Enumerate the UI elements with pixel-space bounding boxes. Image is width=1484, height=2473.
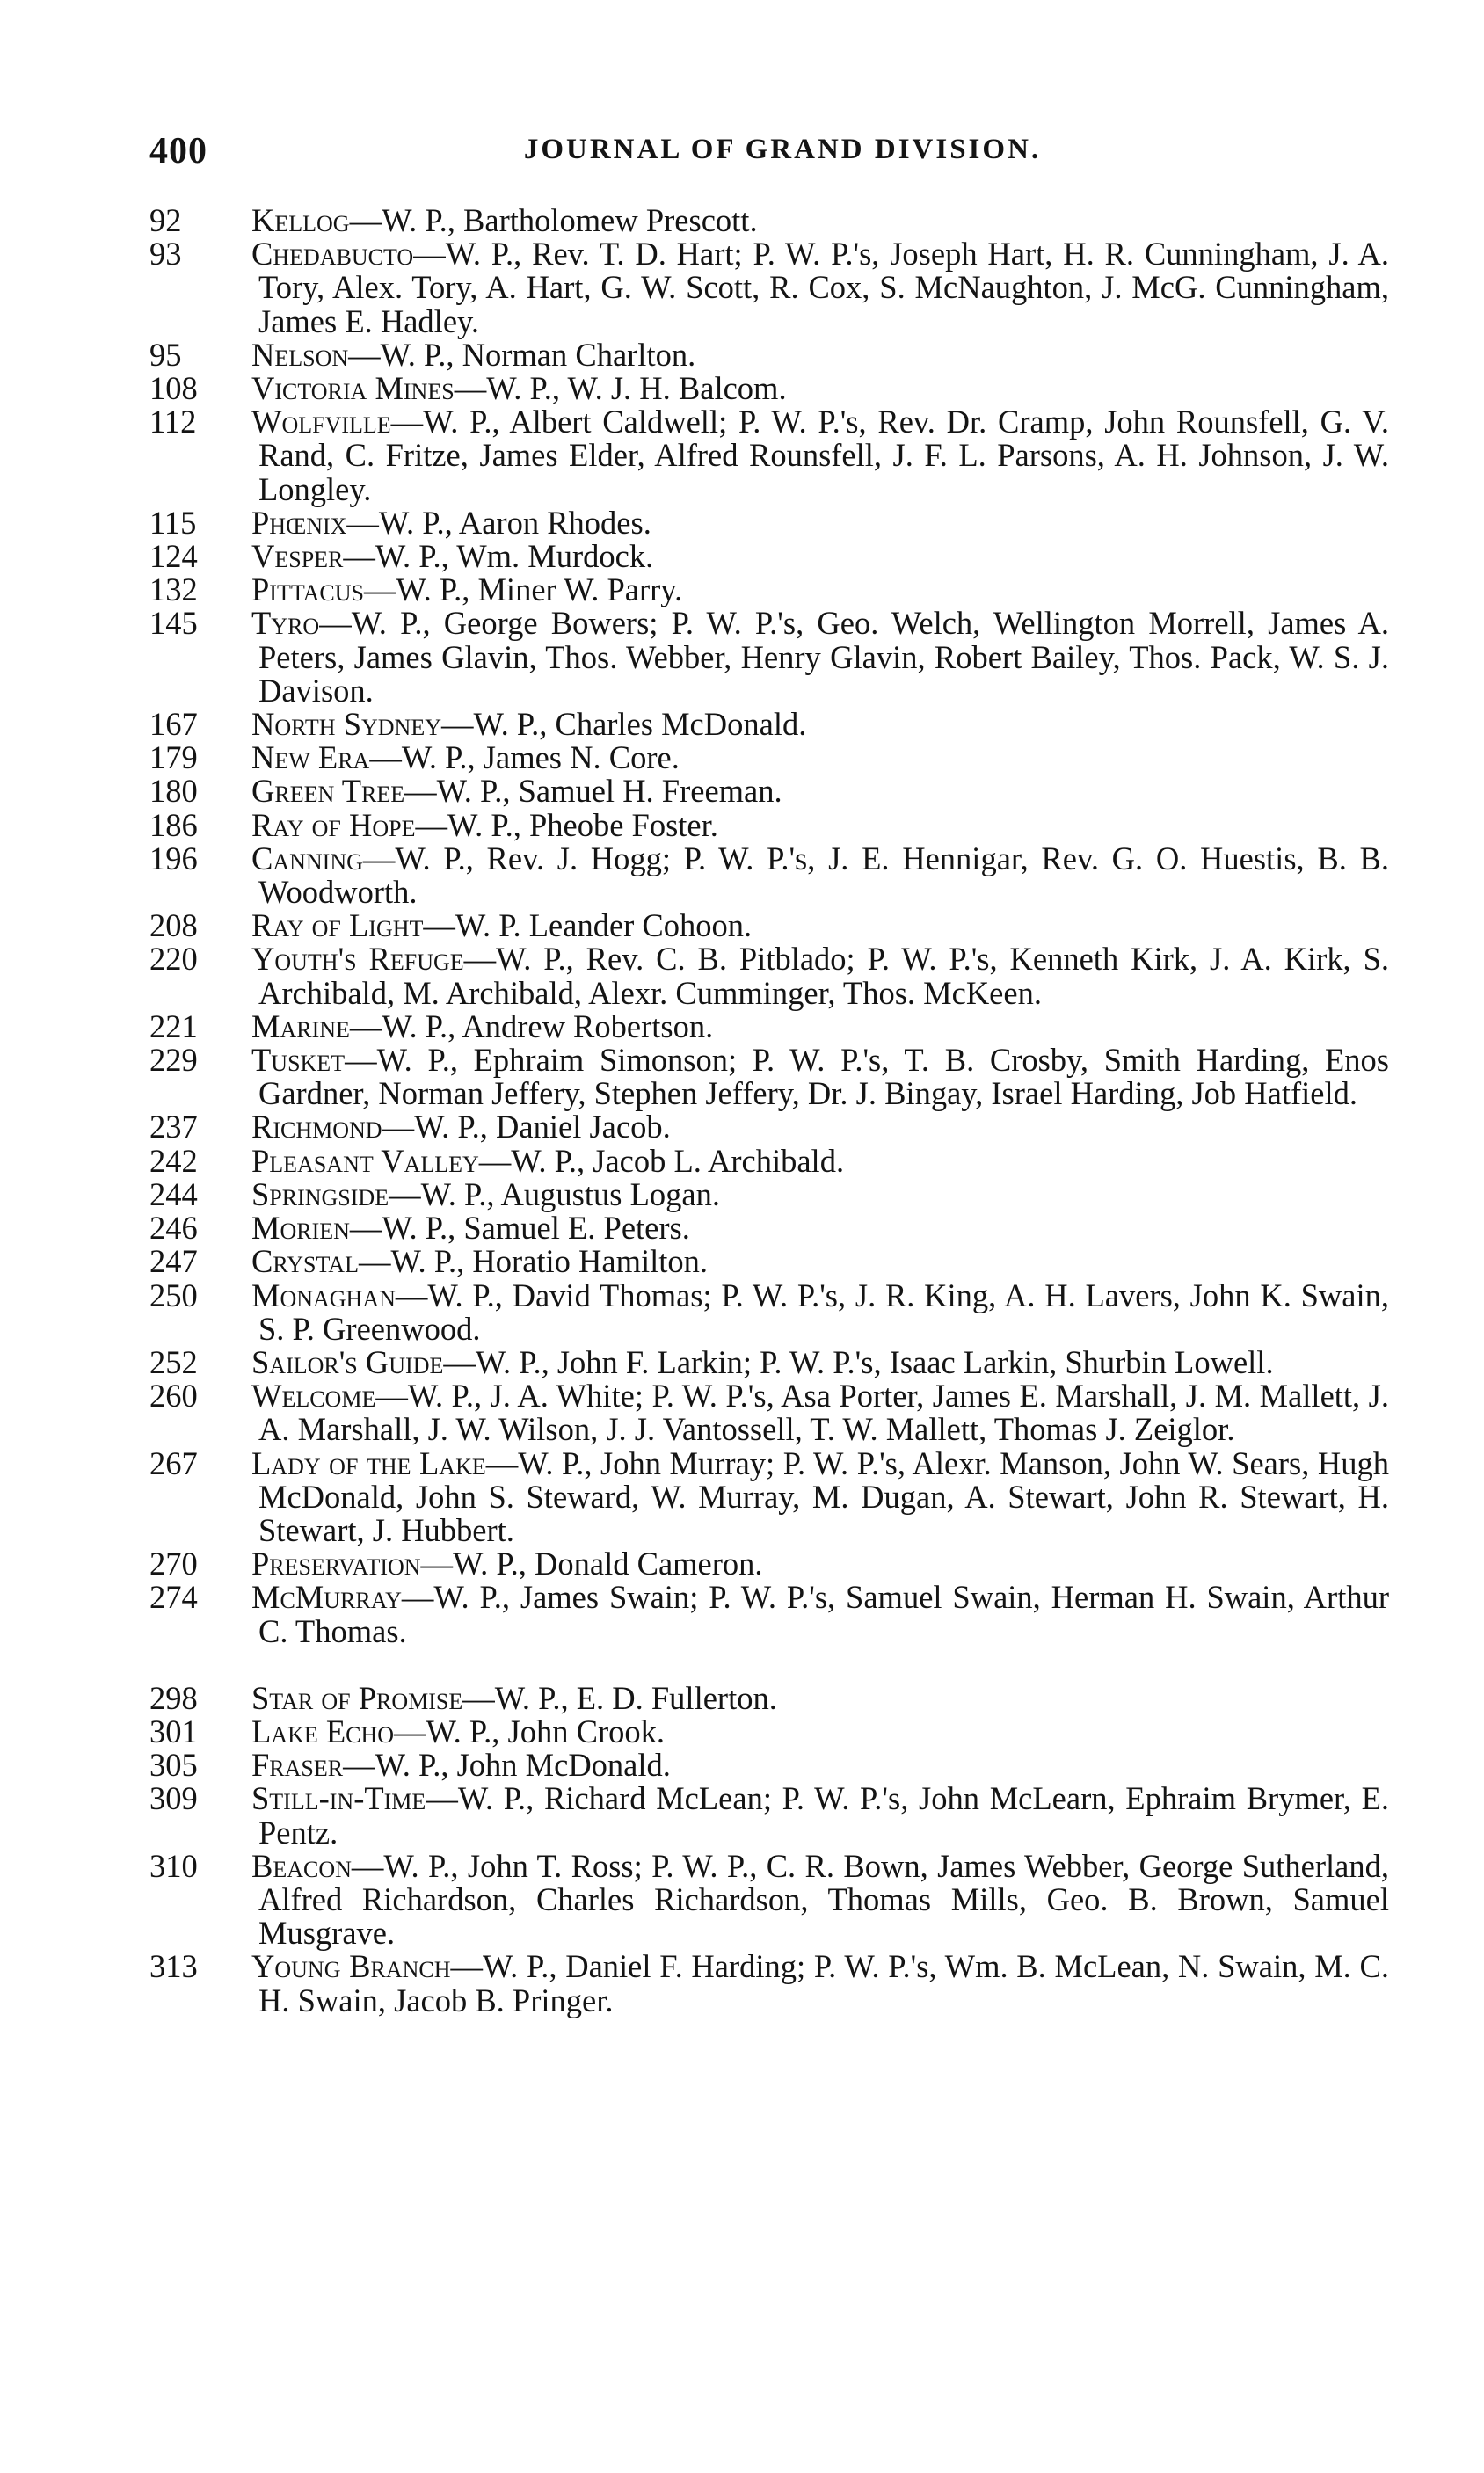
lodge-number: 246: [149, 1210, 198, 1247]
lodge-officers: —W. P., J. A. White; P. W. P.'s, Asa Porter, James E. Marshall, J. M. Mallett, J. A. Marshall, J. W. Wilson, J. J. Vantossell, T. W. Mallett, Thomas J. Zeiglor.: [258, 1378, 1389, 1448]
lodge-entry: [149, 1211, 1389, 1245]
lodge-number: 132: [149, 571, 198, 608]
lodge-number: 267: [149, 1444, 198, 1481]
lodge-number: 301: [149, 1713, 198, 1749]
lodge-number: 221: [149, 1007, 198, 1044]
lodge-officers: —W. P., George Bowers; P. W. P.'s, Geo. Welch, Wellington Morrell, James A. Peters, James Glavin, Thos. Webber, Henry Glavin, Robert Bailey, Thos. Pack, W. S. J. Davison.: [258, 605, 1389, 709]
lodge-number: 310: [149, 1847, 198, 1884]
lodge-officers: —W. P., Pheobe Foster.: [415, 806, 718, 843]
lodge-officers: —W. P., Charles McDonald.: [441, 706, 807, 743]
lodge-name: Still-in-Time: [251, 1780, 426, 1817]
page-number: 400: [149, 131, 207, 171]
lodge-name: Morien: [251, 1210, 350, 1247]
lodge-number: 95: [149, 336, 182, 373]
lodge-entry: [149, 237, 1389, 338]
lodge-officers: —W. P., Wm. Murdock.: [343, 538, 654, 575]
lodge-officers: —W. P., Rev. C. B. Pitblado; P. W. P.'s, Kenneth Kirk, J. A. Kirk, S. Archibald, M. Archibald, Alexr. Cumminger, Thos. McKeen.: [258, 941, 1389, 1011]
lodge-entry: [149, 573, 1389, 607]
lodge-entry: [149, 1379, 1389, 1446]
lodge-officers: —W. P., Daniel F. Harding; P. W. P.'s, Wm. B. McLean, N. Swain, M. C. H. Swain, Jacob B. Pringer.: [258, 1948, 1389, 2018]
lodge-officers: —W. P., Andrew Robertson.: [349, 1007, 714, 1044]
lodge-entry: [149, 1142, 1389, 1179]
lodge-name: Sailor's Guide: [251, 1343, 444, 1380]
lodge-entry: [149, 1847, 1389, 1952]
lodge-entry: [149, 1343, 1389, 1380]
lodge-name: Ray of Light: [251, 907, 424, 944]
lodge-name: Wolfville: [251, 404, 391, 440]
lodge-officers: —W. P. Leander Cohoon.: [423, 907, 753, 944]
lodge-officers: —W. P., John McDonald.: [343, 1747, 671, 1784]
lodge-entry: [149, 405, 1389, 506]
lodge-officers: —W. P., Daniel Jacob.: [382, 1109, 671, 1146]
lodge-officers: —W. P., Bartholomew Prescott.: [349, 202, 758, 238]
lodge-name: Welcome: [251, 1378, 376, 1415]
lodge-number: 179: [149, 739, 198, 776]
lodge-number: 145: [149, 605, 198, 642]
lodge-officers: —W. P., Augustus Logan.: [389, 1175, 720, 1212]
lodge-name: North Sydney: [251, 706, 441, 743]
lodge-name: Beacon: [251, 1847, 352, 1884]
lodge-officers: —W. P., James Swain; P. W. P.'s, Samuel Swain, Herman H. Swain, Arthur C. Thomas.: [258, 1579, 1389, 1649]
page-header: [149, 130, 1389, 183]
lodge-officers: —W. P., Richard McLean; P. W. P.'s, John McLearn, Ephraim Brymer, E. Pentz.: [258, 1780, 1389, 1851]
lodge-number: 313: [149, 1948, 198, 1985]
lodge-name: Canning: [251, 840, 363, 876]
lodge-number: 274: [149, 1579, 198, 1616]
lodge-number: 112: [149, 404, 197, 440]
lodge-entry: [149, 540, 1389, 573]
lodge-entry: [149, 1245, 1389, 1278]
lodge-number: 208: [149, 907, 198, 944]
lodge-entry: [149, 775, 1389, 808]
lodge-officers: —W. P., Samuel H. Freeman.: [404, 773, 782, 810]
lodge-entry: [149, 1279, 1389, 1346]
lodge-officers: —W. P., John T. Ross; P. W. P., C. R. Bown, James Webber, George Sutherland, Alfred Richardson, Charles Richardson, Thomas Mills, Geo. B. Brown, Samuel Musgrave.: [258, 1847, 1389, 1952]
lodge-entry: [149, 372, 1389, 405]
lodge-entry: [149, 1749, 1389, 1782]
lodge-name: Pittacus: [251, 571, 364, 608]
lodge-entry: [149, 1175, 1389, 1212]
lodge-entry: [149, 909, 1389, 942]
lodge-number: 244: [149, 1175, 198, 1212]
lodge-entry: [149, 842, 1389, 909]
lodge-entry: [149, 1110, 1389, 1144]
lodge-number: 252: [149, 1343, 198, 1380]
lodge-name: Victoria Mines: [251, 370, 455, 407]
lodge-entry: [149, 806, 1389, 843]
lodge-entry: [149, 741, 1389, 775]
lodge-officers: —W. P., James N. Core.: [369, 739, 680, 776]
lodge-officers: —W. P., David Thomas; P. W. P.'s, J. R. King, A. H. Lavers, John K. Swain, S. P. Greenwood.: [258, 1277, 1389, 1347]
lodge-name: Youth's Refuge: [251, 941, 464, 978]
lodge-officers: —W. P., Samuel E. Peters.: [349, 1210, 690, 1247]
lodge-number: 93: [149, 236, 182, 273]
lodge-name: Green Tree: [251, 773, 405, 810]
lodge-name: Pleasant Valley: [251, 1142, 479, 1179]
lodge-officers: —W. P., Norman Charlton.: [348, 336, 696, 373]
lodge-number: 229: [149, 1042, 198, 1079]
lodge-name: Lake Echo: [251, 1713, 395, 1749]
lodge-officers: —W. P., Aaron Rhodes.: [346, 504, 651, 541]
lodge-entry: [149, 1547, 1389, 1581]
lodge-name: Richmond: [251, 1109, 382, 1146]
lodge-number: 250: [149, 1277, 198, 1313]
lodge-entry: [149, 708, 1389, 741]
lodge-entry: [149, 1679, 1389, 1716]
lodge-name: Marine: [251, 1007, 350, 1044]
lodge-number: 108: [149, 370, 198, 407]
lodge-entry: [149, 1044, 1389, 1110]
lodge-name: Tyro: [251, 605, 320, 642]
lodge-officers: —W. P., Rev. T. D. Hart; P. W. P.'s, Joseph Hart, H. R. Cunningham, J. A. Tory, Alex. Tory, A. Hart, G. W. Scott, R. Cox, S. McNaughton, J. McG. Cunningham, James E. Hadley.: [258, 236, 1389, 339]
lodge-number: 186: [149, 806, 198, 843]
lodge-number: 242: [149, 1142, 198, 1179]
running-head: JOURNAL OF GRAND DIVISION.: [523, 134, 1042, 165]
lodge-officers: —W. P., Jacob L. Archibald.: [478, 1142, 845, 1179]
lodge-number: 180: [149, 773, 198, 810]
lodge-number: 270: [149, 1546, 198, 1582]
lodge-entry: [149, 204, 1389, 237]
lodge-officers: —W. P., Rev. J. Hogg; P. W. P.'s, J. E. Hennigar, Rev. G. O. Huestis, B. B. Woodworth.: [258, 840, 1389, 911]
lodge-entry: [149, 506, 1389, 540]
lodge-entry: [149, 1715, 1389, 1749]
lodge-number: 124: [149, 538, 198, 575]
lodge-entry: [149, 338, 1389, 372]
lodge-name: Preservation: [251, 1546, 421, 1582]
lodge-officers: —W. P., E. D. Fullerton.: [462, 1679, 777, 1716]
lodge-number: 167: [149, 706, 198, 743]
lodge-officers: —W. P., John Crook.: [394, 1713, 665, 1749]
lodge-number: 115: [149, 504, 197, 541]
lodge-name: Chedabucto: [251, 236, 414, 273]
lodge-name: Tusket: [251, 1042, 346, 1079]
lodge-entry: [149, 942, 1389, 1009]
lodge-name: Monaghan: [251, 1277, 396, 1313]
lodge-entry: [149, 1444, 1389, 1548]
lodge-number: 237: [149, 1109, 198, 1146]
lodge-number: 305: [149, 1747, 198, 1784]
lodge-name: Nelson: [251, 336, 349, 373]
lodge-entry: [149, 607, 1389, 708]
lodge-entry: [149, 1581, 1389, 1647]
lodge-name: Young Branch: [251, 1948, 451, 1985]
lodge-name: Lady of the Lake: [251, 1444, 486, 1481]
lodge-name: Star of Promise: [251, 1679, 463, 1716]
lodge-name: Springside: [251, 1175, 389, 1212]
lodge-name: New Era: [251, 739, 370, 776]
lodge-officers: —W. P., Ephraim Simonson; P. W. P.'s, T. B. Crosby, Smith Harding, Enos Gardner, Norman Jeffery, Stephen Jeffery, Dr. J. Bingay, Israel Harding, Job Hatfield.: [258, 1042, 1389, 1112]
lodge-name: Kellog: [251, 202, 350, 238]
lodge-officer-list: [149, 204, 1389, 2018]
lodge-number: 247: [149, 1243, 198, 1280]
lodge-entry: [149, 1007, 1389, 1044]
lodge-number: 260: [149, 1378, 198, 1415]
lodge-officers: —W. P., W. J. H. Balcom.: [454, 370, 787, 407]
lodge-officers: —W. P., Horatio Hamilton.: [358, 1243, 709, 1280]
lodge-officers: —W. P., Albert Caldwell; P. W. P.'s, Rev. Dr. Cramp, John Rounsfell, G. V. Rand, C. Fritze, James Elder, Alfred Rounsfell, J. F. L. Parsons, A. H. Johnson, J. W. Longley.: [258, 404, 1389, 507]
lodge-number: 309: [149, 1780, 198, 1817]
lodge-number: 298: [149, 1679, 198, 1716]
lodge-officers: —W. P., John Murray; P. W. P.'s, Alexr. Manson, John W. Sears, Hugh McDonald, John S. Steward, W. Murray, M. Dugan, A. Stewart, John R. Stewart, H. Stewart, J. Hubbert.: [258, 1444, 1389, 1548]
lodge-name: Phœnix: [251, 504, 347, 541]
lodge-entry: [149, 1782, 1389, 1849]
lodge-name: Vesper: [251, 538, 344, 575]
lodge-name: Fraser: [251, 1747, 344, 1784]
lodge-officers: —W. P., Donald Cameron.: [420, 1546, 763, 1582]
lodge-number: 92: [149, 202, 182, 238]
lodge-officers: —W. P., Miner W. Parry.: [364, 571, 683, 608]
lodge-name: Ray of Hope: [251, 806, 416, 843]
lodge-name: McMurray: [251, 1579, 402, 1616]
lodge-officers: —W. P., John F. Larkin; P. W. P.'s, Isaac Larkin, Shurbin Lowell.: [443, 1343, 1274, 1380]
lodge-entry: [149, 1950, 1389, 2017]
lodge-number: 196: [149, 840, 198, 876]
lodge-name: Crystal: [251, 1243, 359, 1280]
lodge-number: 220: [149, 941, 198, 978]
